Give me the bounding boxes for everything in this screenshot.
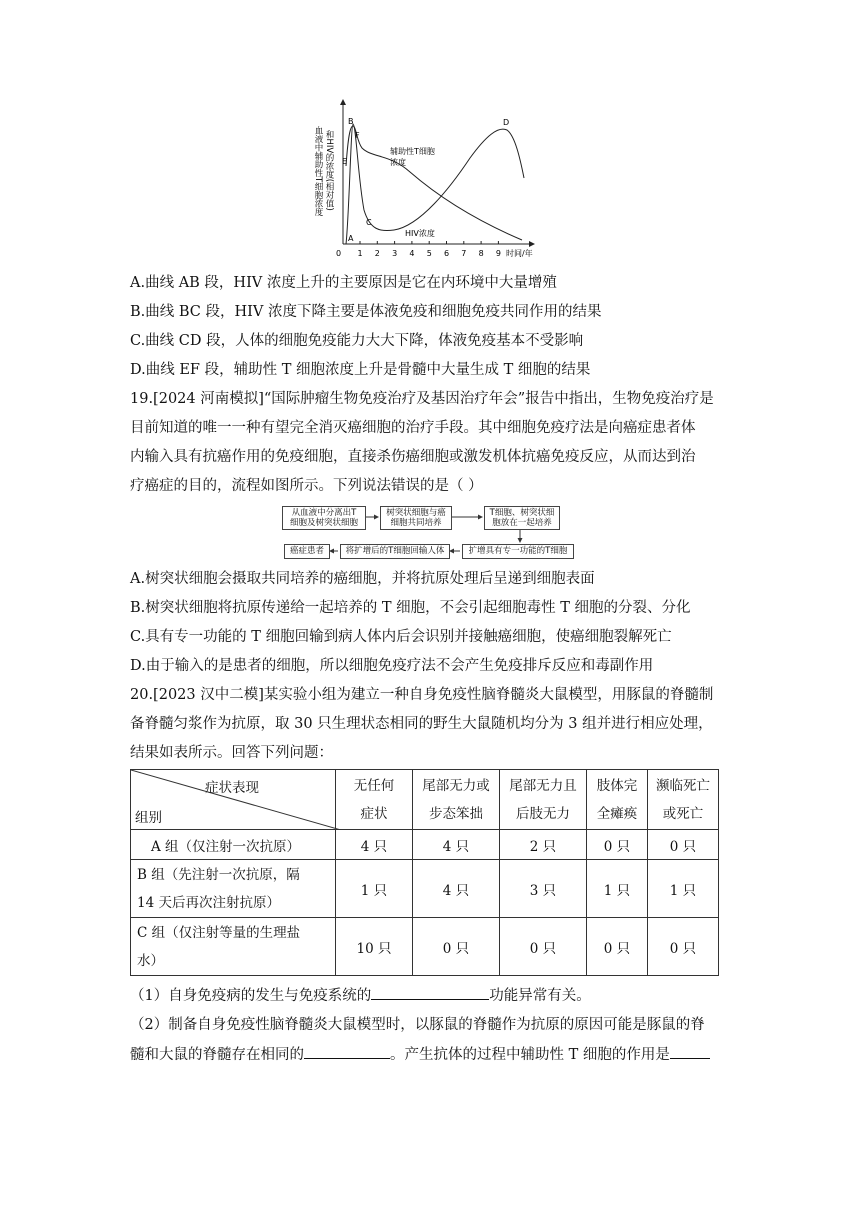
- table-corner-cell: [131, 770, 336, 830]
- flow-box-coculture-t: T细胞、树突状细 胞放在一起培养: [484, 506, 560, 530]
- group-c-label: C 组（仅注射等量的生理盐 水）: [131, 918, 336, 976]
- point-d: D: [503, 118, 510, 127]
- table-row: [131, 830, 719, 860]
- x-tick-label: 2: [374, 249, 380, 258]
- label-t-cell-1: 辅助性T细胞: [390, 147, 435, 156]
- corner-top-label: 症状表现: [205, 780, 259, 796]
- q19-stem-2: 目前知道的唯一一种有望完全消灭癌细胞的治疗手段。其中细胞免疫疗法是向癌症患者体: [130, 420, 696, 436]
- table-cell: 0 只: [648, 830, 719, 860]
- flow-box-patient: 癌症患者: [284, 544, 330, 559]
- hiv-curve: [346, 124, 524, 244]
- graph-xlabel: 时间/年: [506, 249, 533, 258]
- flow-box-separate: 从血液中分离出T 细胞及树突状细胞: [282, 506, 366, 530]
- x-tick-label: 3: [392, 249, 398, 258]
- corner-bottom-label: 组别: [135, 810, 162, 826]
- point-a: A: [348, 234, 354, 243]
- header-no-symptom: 无任何 症状: [336, 770, 413, 830]
- point-c: C: [366, 218, 372, 227]
- point-f: F: [355, 131, 360, 140]
- x-tick-label: 4: [409, 249, 415, 258]
- q19-option-d: D.由于输入的是患者的细胞，所以细胞免疫疗法不会产生免疫排斥反应和毒副作用: [130, 658, 654, 674]
- header-death: 濒临死亡 或死亡: [648, 770, 719, 830]
- t-cell-curve: [346, 126, 522, 240]
- q20-stem-1: 20.[2023 汉中二模]某实验小组为建立一种自身免疫性脑脊髓炎大鼠模型，用豚鼠的脊髓制: [130, 687, 714, 703]
- q19-stem-3: 内输入具有抗癌作用的免疫细胞，直接杀伤癌细胞或激发机体抗癌免疫反应，从而达到治: [130, 449, 696, 465]
- table-row: [131, 918, 719, 976]
- table-cell: 4 只: [413, 860, 500, 918]
- answer-blank-2[interactable]: [304, 1044, 390, 1059]
- table-cell: 0 只: [648, 918, 719, 976]
- label-hiv: HIV浓度: [405, 229, 435, 238]
- q18-option-a: A.曲线 AB 段，HIV 浓度上升的主要原因是它在内环境中大量增殖: [130, 275, 557, 291]
- table-cell: 3 只: [500, 860, 587, 918]
- x-tick-label: 8: [478, 249, 484, 258]
- flow-box-reinfuse: 将扩增后的T细胞回输人体: [340, 544, 450, 559]
- graph-ylabel-1: 血液中辅助性T细胞浓度: [313, 126, 323, 217]
- q18-option-c: C.曲线 CD 段，人体的细胞免疫能力大大下降，体液免疫基本不受影响: [130, 333, 584, 349]
- q20-sub2-line1: （2）制备自身免疫性脑脊髓炎大鼠模型时，以豚鼠的脊髓作为抗原的原因可能是豚鼠的脊: [130, 1017, 705, 1033]
- label-t-cell-2: 浓度: [390, 158, 406, 167]
- table-cell: 2 只: [500, 830, 587, 860]
- table-cell: 0 只: [587, 830, 648, 860]
- x-tick-label: 7: [461, 249, 467, 258]
- table-cell: 4 只: [413, 830, 500, 860]
- q20-stem-3: 结果如表所示。回答下列问题：: [130, 745, 333, 761]
- table-cell: 1 只: [336, 860, 413, 918]
- flow-box-coculture-cancer: 树突状细胞与癌 细胞共同培养: [380, 506, 452, 530]
- q20-sub2-line2: 髓和大鼠的脊髓存在相同的 。产生抗体的过程中辅助性 T 细胞的作用是: [130, 1044, 710, 1065]
- q18-option-d: D.曲线 EF 段，辅助性 T 细胞浓度上升是骨髓中大量生成 T 细胞的结果: [130, 362, 591, 378]
- table-cell: 0 只: [587, 918, 648, 976]
- table-cell: 1 只: [587, 860, 648, 918]
- q19-option-b: B.树突状细胞将抗原传递给一起培养的 T 细胞，不会引起细胞毒性 T 细胞的分裂、分化: [130, 600, 691, 616]
- x-tick-label: 9: [495, 249, 501, 258]
- q19-option-c: C.具有专一功能的 T 细胞回输到病人体内后会识别并接触癌细胞，使癌细胞裂解死亡: [130, 629, 672, 645]
- q20-stem-2: 备脊髓匀浆作为抗原，取 30 只生理状态相同的野生大鼠随机均分为 3 组并进行相应处理，: [130, 716, 713, 732]
- q19-stem-4: 疗癌症的目的，流程如图所示。下列说法错误的是（ ）: [130, 478, 483, 494]
- point-b: B: [348, 117, 354, 126]
- q19-stem-1: 19.[2024 河南模拟]“国际肿瘤生物免疫治疗及基因治疗年会”报告中指出，生物免疫治疗是: [130, 391, 714, 407]
- header-paralysis: 肢体完 全瘫痪: [587, 770, 648, 830]
- group-b-label: B 组（先注射一次抗原，隔 14 天后再次注射抗原）: [131, 860, 336, 918]
- table-cell: 1 只: [648, 860, 719, 918]
- x-tick-label: 1: [357, 249, 363, 258]
- point-e: E: [342, 157, 348, 166]
- table-cell: 4 只: [336, 830, 413, 860]
- group-a-label: A 组（仅注射一次抗原）: [131, 830, 336, 860]
- q18-option-b: B.曲线 BC 段，HIV 浓度下降主要是体液免疫和细胞免疫共同作用的结果: [130, 304, 602, 320]
- header-hindlimb-weak: 尾部无力且 后肢无力: [500, 770, 587, 830]
- header-tail-weak: 尾部无力或 步态笨拙: [413, 770, 500, 830]
- answer-blank-1[interactable]: [371, 985, 489, 1000]
- q20-sub1: （1）自身免疫病的发生与免疫系统的 功能异常有关。: [130, 985, 591, 1006]
- table-row: [131, 860, 719, 918]
- graph-ylabel-2: 和HIV的浓度(相对值): [324, 130, 334, 211]
- flow-box-expand: 扩增具有专一功能的T细胞: [462, 544, 574, 559]
- table-cell: 0 只: [413, 918, 500, 976]
- answer-blank-3[interactable]: [670, 1044, 710, 1059]
- q19-option-a: A.树突状细胞会摄取共同培养的癌细胞，并将抗原处理后呈递到细胞表面: [130, 571, 595, 587]
- results-table: [130, 769, 719, 976]
- graph-origin: 0: [336, 249, 342, 258]
- x-tick-label: 6: [444, 249, 450, 258]
- hiv-t-cell-graph: [300, 98, 550, 270]
- therapy-flowchart: [280, 504, 590, 564]
- table-cell: 0 只: [500, 918, 587, 976]
- table-cell: 10 只: [336, 918, 413, 976]
- x-tick-label: 5: [426, 249, 432, 258]
